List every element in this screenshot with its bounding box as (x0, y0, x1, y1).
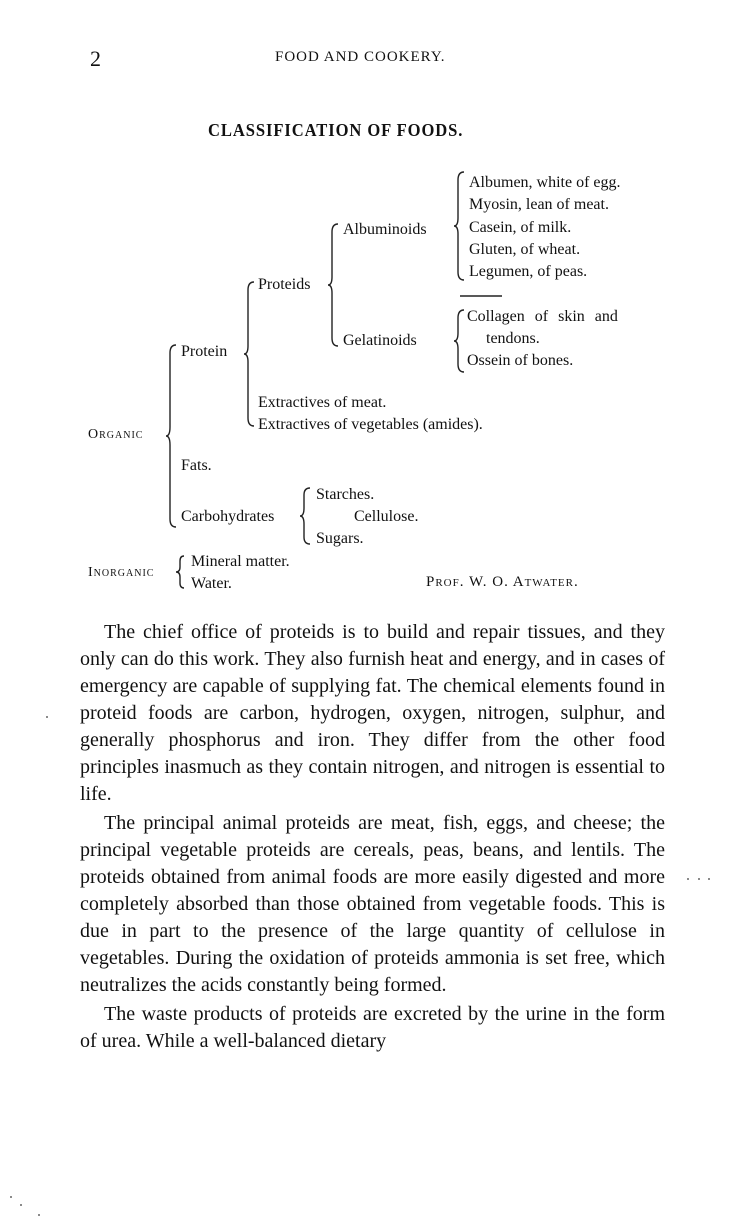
extractives-item: Extractives of meat. (258, 394, 387, 411)
scan-speck (46, 716, 48, 718)
gelatinoid-item: tendons. (486, 330, 540, 347)
gelatinoid-item: Ossein of bones. (467, 352, 574, 369)
organic-brace (166, 343, 178, 529)
albuminoid-item: Gluten, of wheat. (469, 241, 581, 258)
body-text (80, 619, 665, 1055)
scan-speck (10, 1196, 12, 1198)
albuminoid-item: Legumen, of peas. (469, 263, 588, 280)
albuminoid-item: Myosin, lean of meat. (469, 196, 609, 213)
paragraph: The principal animal proteids are meat, fish, eggs, and cheese; the principal vegetable proteids are cereals, peas, beans, and lentils. The proteids obtained from animal foods are more easily digested and more completely absorbed than those obtained from vegetable foods. This is due in part to the presence of the large quantity of cellulose in vegetables. During the oxidation of proteids ammonia is set free, which neutralizes the acids constantly being formed. (80, 812, 665, 996)
scan-speck (20, 1204, 22, 1206)
carbohydrate-item: Starches. (316, 486, 375, 503)
organic-label: Organic (88, 427, 144, 442)
scan-speck (687, 878, 689, 880)
carbohydrates-label: Carbohydrates (181, 508, 275, 525)
paragraph: The chief office of proteids is to build and repair tissues, and they only can do this work. They also furnish heat and energy, and in cases of emergency are capable of supplying fat. The chemical elements found in proteid foods are carbon, hydrogen, oxygen, nitrogen, sulphur, and generally phosphorus and iron. They differ from the other food principles inasmuch as they contain nitrogen, and nitrogen is essential to life. (80, 621, 665, 805)
fats-label: Fats. (181, 457, 212, 474)
protein-brace (244, 280, 256, 428)
proteids-label: Proteids (258, 276, 311, 293)
paragraph: The waste products of proteids are excreted by the urine in the form of urea. While a well-balanced dietary (80, 1003, 665, 1052)
albuminoid-item: Casein, of milk. (469, 219, 572, 236)
carbohydrates-brace (300, 486, 312, 546)
inorganic-item: Mineral matter. (191, 553, 290, 570)
separator-rule (460, 294, 504, 298)
gelatinoid-item: Collagen of skin and (467, 308, 618, 325)
albuminoids-brace (454, 170, 466, 282)
albuminoids-label: Albuminoids (343, 221, 427, 238)
running-title: FOOD AND COOKERY. (275, 49, 446, 65)
proteids-brace (328, 222, 340, 348)
extractives-item: Extractives of vegetables (amides). (258, 416, 483, 433)
carbohydrate-item: Cellulose. (354, 508, 419, 525)
gelatinoids-brace (454, 308, 466, 374)
inorganic-item: Water. (191, 575, 232, 592)
inorganic-label: Inorganic (88, 565, 155, 580)
scan-speck (708, 878, 710, 880)
page-number: 2 (90, 46, 101, 71)
scan-speck (38, 1214, 40, 1216)
attribution: Prof. W. O. Atwater. (426, 574, 579, 590)
protein-label: Protein (181, 343, 228, 360)
inorganic-brace (176, 554, 186, 590)
gelatinoids-label: Gelatinoids (343, 332, 417, 349)
albuminoid-item: Albumen, white of egg. (469, 174, 621, 191)
section-title: CLASSIFICATION OF FOODS. (208, 120, 464, 140)
carbohydrate-item: Sugars. (316, 530, 364, 547)
scan-speck (698, 878, 700, 880)
